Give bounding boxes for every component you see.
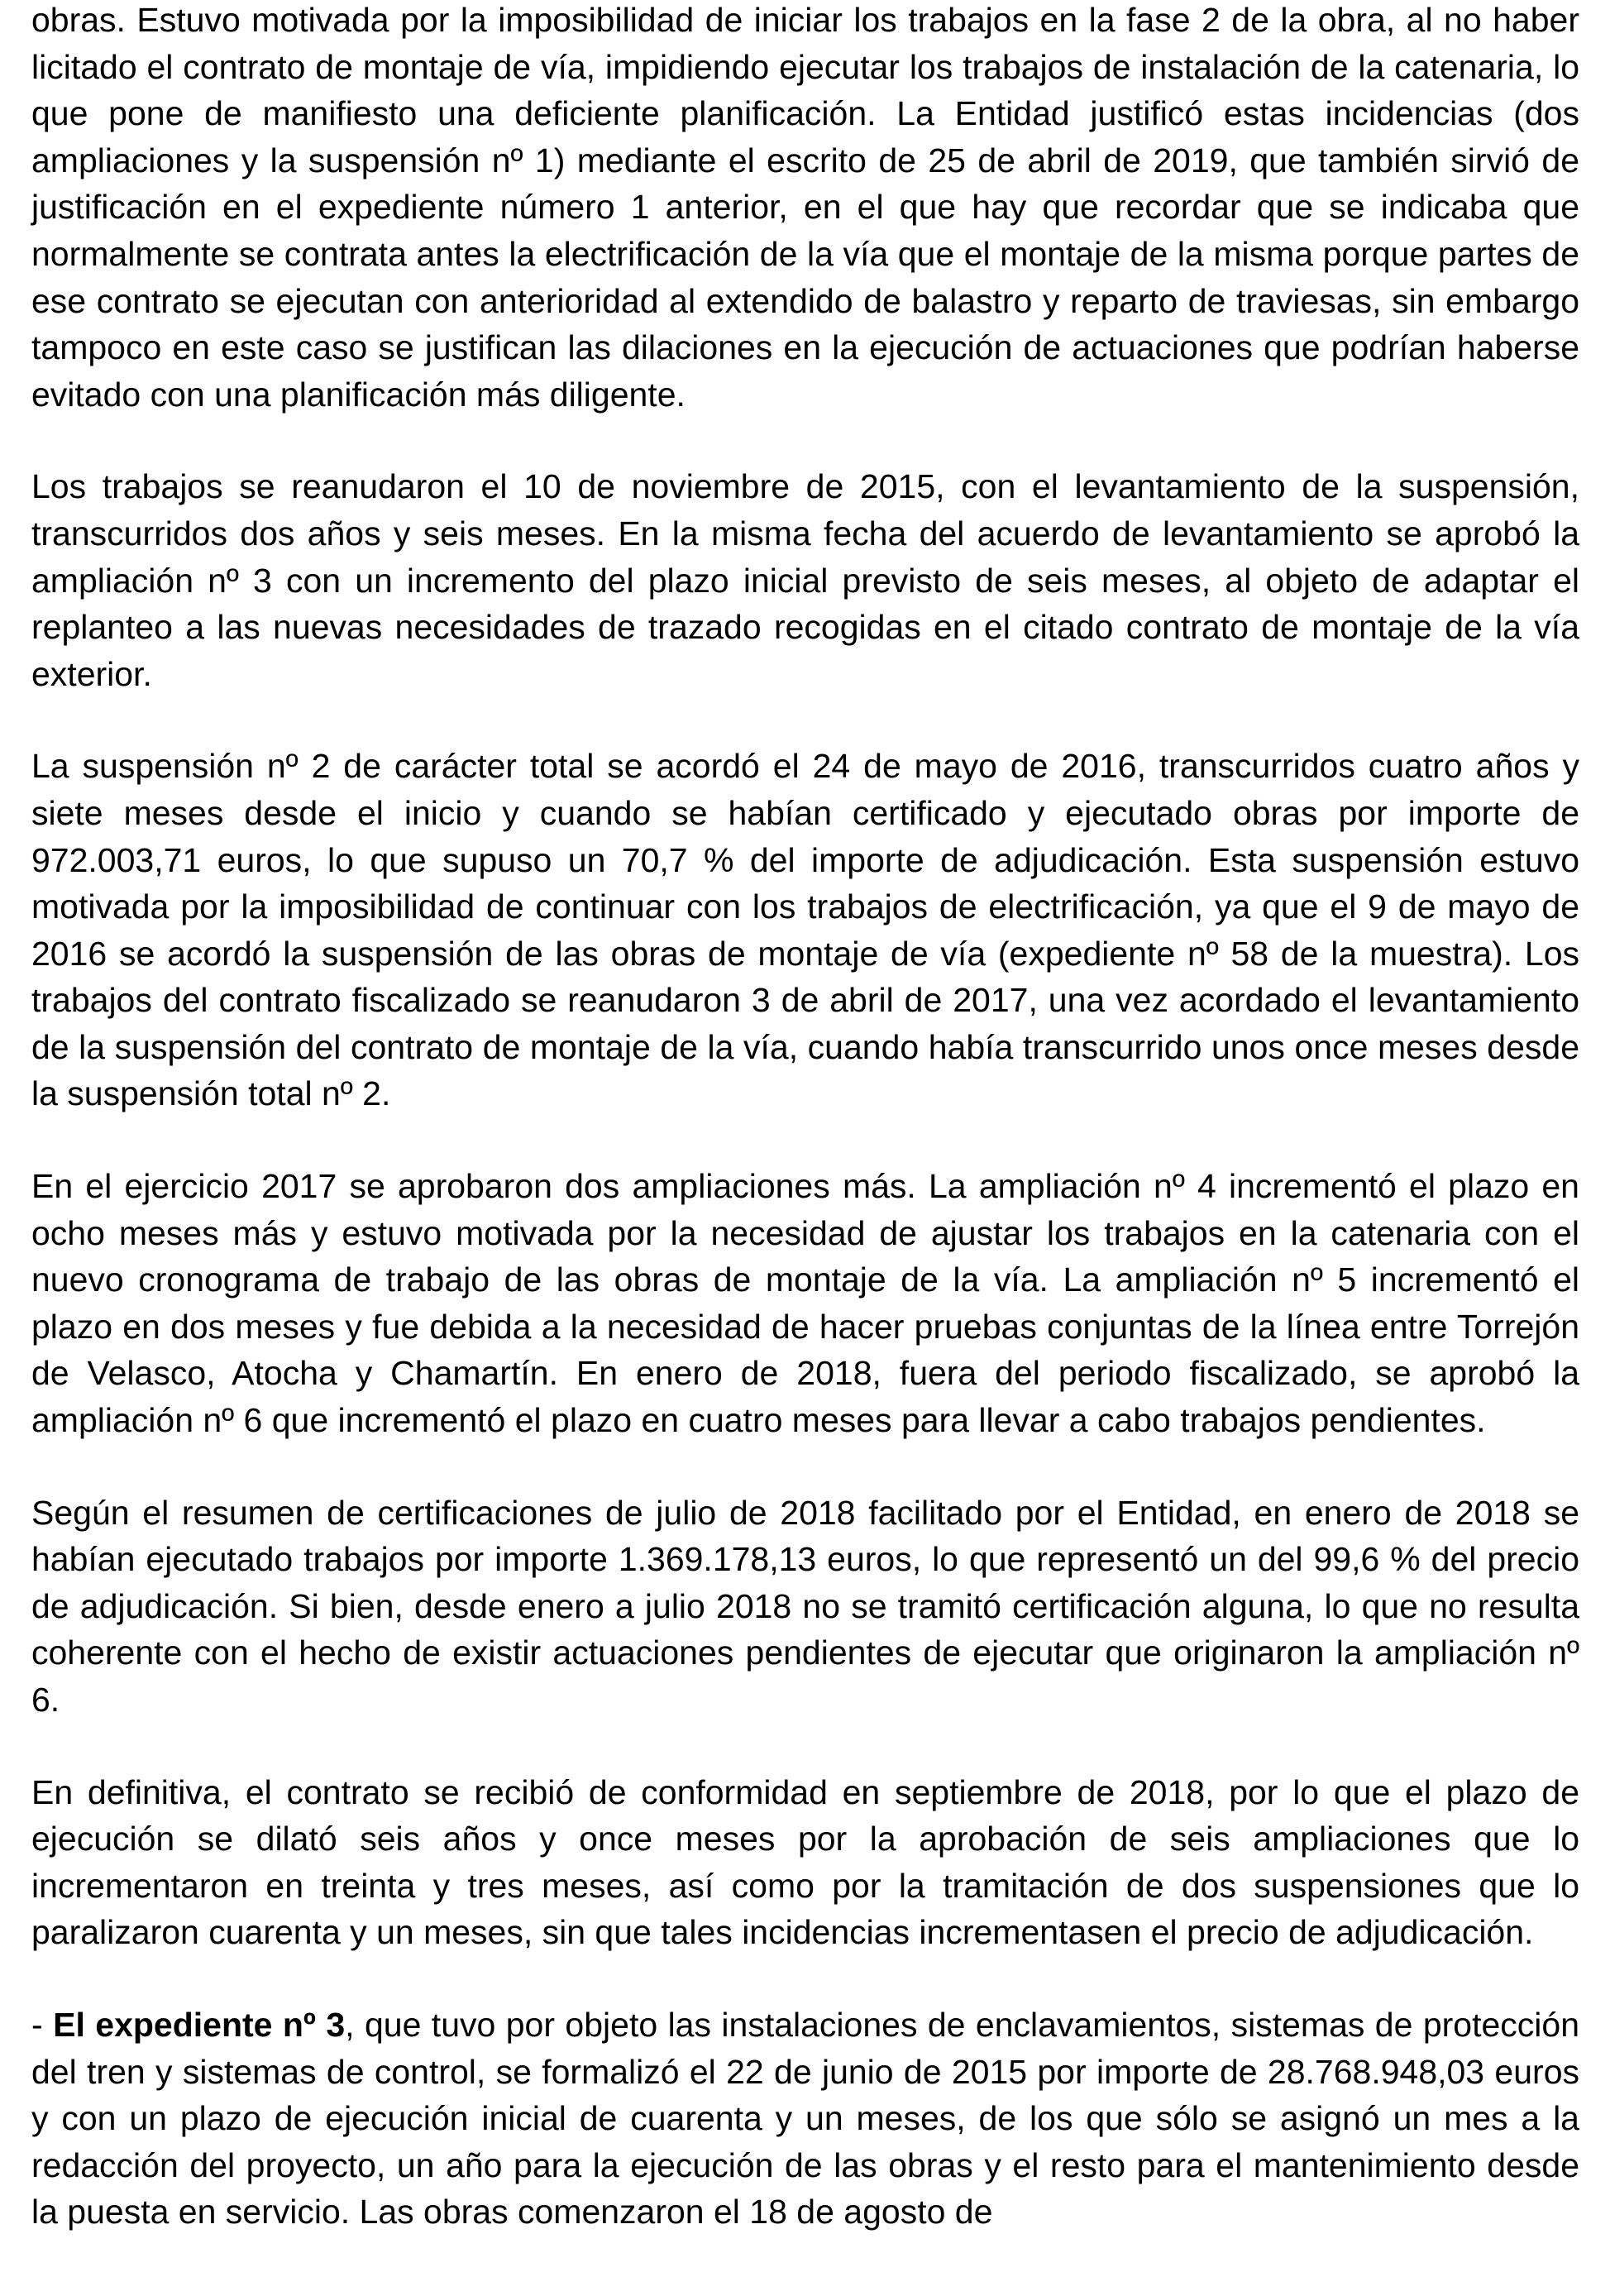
paragraph-en-definitiva: En definitiva, el contrato se recibió de conformidad en septiembre de 2018, por lo que el plazo de ejecución se dilató seis años y once meses por la aprobación de seis ampliaciones que lo incrementaron en treinta y tres meses, así como por la tramitación de dos suspensiones que lo paralizaron cuarenta y un meses, sin que tales incidencias incrementasen el precio de adjudicación. — [31, 1772, 1579, 1952]
paragraph-suspension-2: La suspensión nº 2 de carácter total se acordó el 24 de mayo de 2016, transcurridos cuatro años y siete meses desde el inicio y cuando se habían certificado y ejecutado obras por importe de 972.003,71 euros, lo que supuso un 70,7 % del importe de adjudicación. Esta suspensión estuvo motivada por la imposibilidad de continuar con los trabajos de electrificación, ya que el 9 de mayo de 2016 se acordó la suspensión de las obras de montaje de vía (expediente nº 58 de la muestra). Los trabajos del contrato fiscalizado se reanudaron 3 de abril de 2017, una vez acordado el levantamiento de la suspensión del contrato de montaje de la vía, cuando había transcurrido unos once meses desde la suspensión total nº 2. — [31, 747, 1579, 1113]
expediente-3-text: , que tuvo por objeto las instalaciones de enclavamientos, sistemas de protección del tren y sistemas de control, se formalizó el 22 de junio de 2015 por importe de 28.768.948,03 euros y con un plazo de ejecución inicial de cuarenta y un meses, de los que sólo se asignó un mes a la redacción del proyecto, un año para la ejecución de las obras y el resto para el mantenimiento desde la puesta en servicio. Las obras comenzaron el 18 de agosto de — [31, 2005, 1580, 2231]
paragraph-reanudacion-2015: Los trabajos se reanudaron el 10 de noviembre de 2015, con el levantamiento de la suspensión, transcurridos dos años y seis meses. En la misma fecha del acuerdo de levantamiento se aprobó la ampliación nº 3 con un incremento del plazo inicial previsto de seis meses, al objeto de adaptar el replanteo a las nuevas necesidades de trazado recogidas en el citado contrato de montaje de la vía exterior. — [31, 467, 1579, 693]
paragraph-ejercicio-2017: En el ejercicio 2017 se aprobaron dos ampliaciones más. La ampliación nº 4 incrementó el plazo en ocho meses más y estuvo motivada por la necesidad de ajustar los trabajos en la catenaria con el nuevo cronograma de trabajo de las obras de montaje de la vía. La ampliación nº 5 incrementó el plazo en dos meses y fue debida a la necesidad de hacer pruebas conjuntas de la línea entre Torrejón de Velasco, Atocha y Chamartín. En enero de 2018, fuera del periodo fiscalizado, se aprobó la ampliación nº 6 que incrementó el plazo en cuatro meses para llevar a cabo trabajos pendientes. — [31, 1167, 1579, 1440]
paragraph-obras-suspension-1: obras. Estuvo motivada por la imposibilidad de iniciar los trabajos en la fase 2 de la obra, al no haber licitado el contrato de montaje de vía, impidiendo ejecutar los trabajos de instalación de la catenaria, lo que pone de manifiesto una deficiente planificación. La Entidad justificó estas incidencias (dos ampliaciones y la suspensión nº 1) mediante el escrito de 25 de abril de 2019, que también sirvió de justificación en el expediente número 1 anterior, en el que hay que recordar que se indicaba que normalmente se contrata antes la electrificación de la vía que el montaje de la misma porque partes de ese contrato se ejecutan con anterioridad al extendido de balastro y reparto de traviesas, sin embargo tampoco en este caso se justifican las dilaciones en la ejecución de actuaciones que podrían haberse evitado con una planificación más diligente. — [31, 1, 1579, 414]
expediente-3-heading: El expediente nº 3 — [53, 2005, 346, 2044]
paragraph-resumen-certificaciones: Según el resumen de certificaciones de julio de 2018 facilitado por el Entidad, en enero de 2018 se habían ejecutado trabajos por importe 1.369.178,13 euros, lo que representó un del 99,6 % del precio de adjudicación. Si bien, desde enero a julio 2018 no se tramitó certificación alguna, lo que no resulta coherente con el hecho de existir actuaciones pendientes de ejecutar que originaron la ampliación nº 6. — [31, 1493, 1579, 1719]
list-dash: - — [31, 2005, 54, 2044]
document-page — [31, 0, 1579, 2236]
paragraph-expediente-3 — [31, 2002, 1579, 2236]
